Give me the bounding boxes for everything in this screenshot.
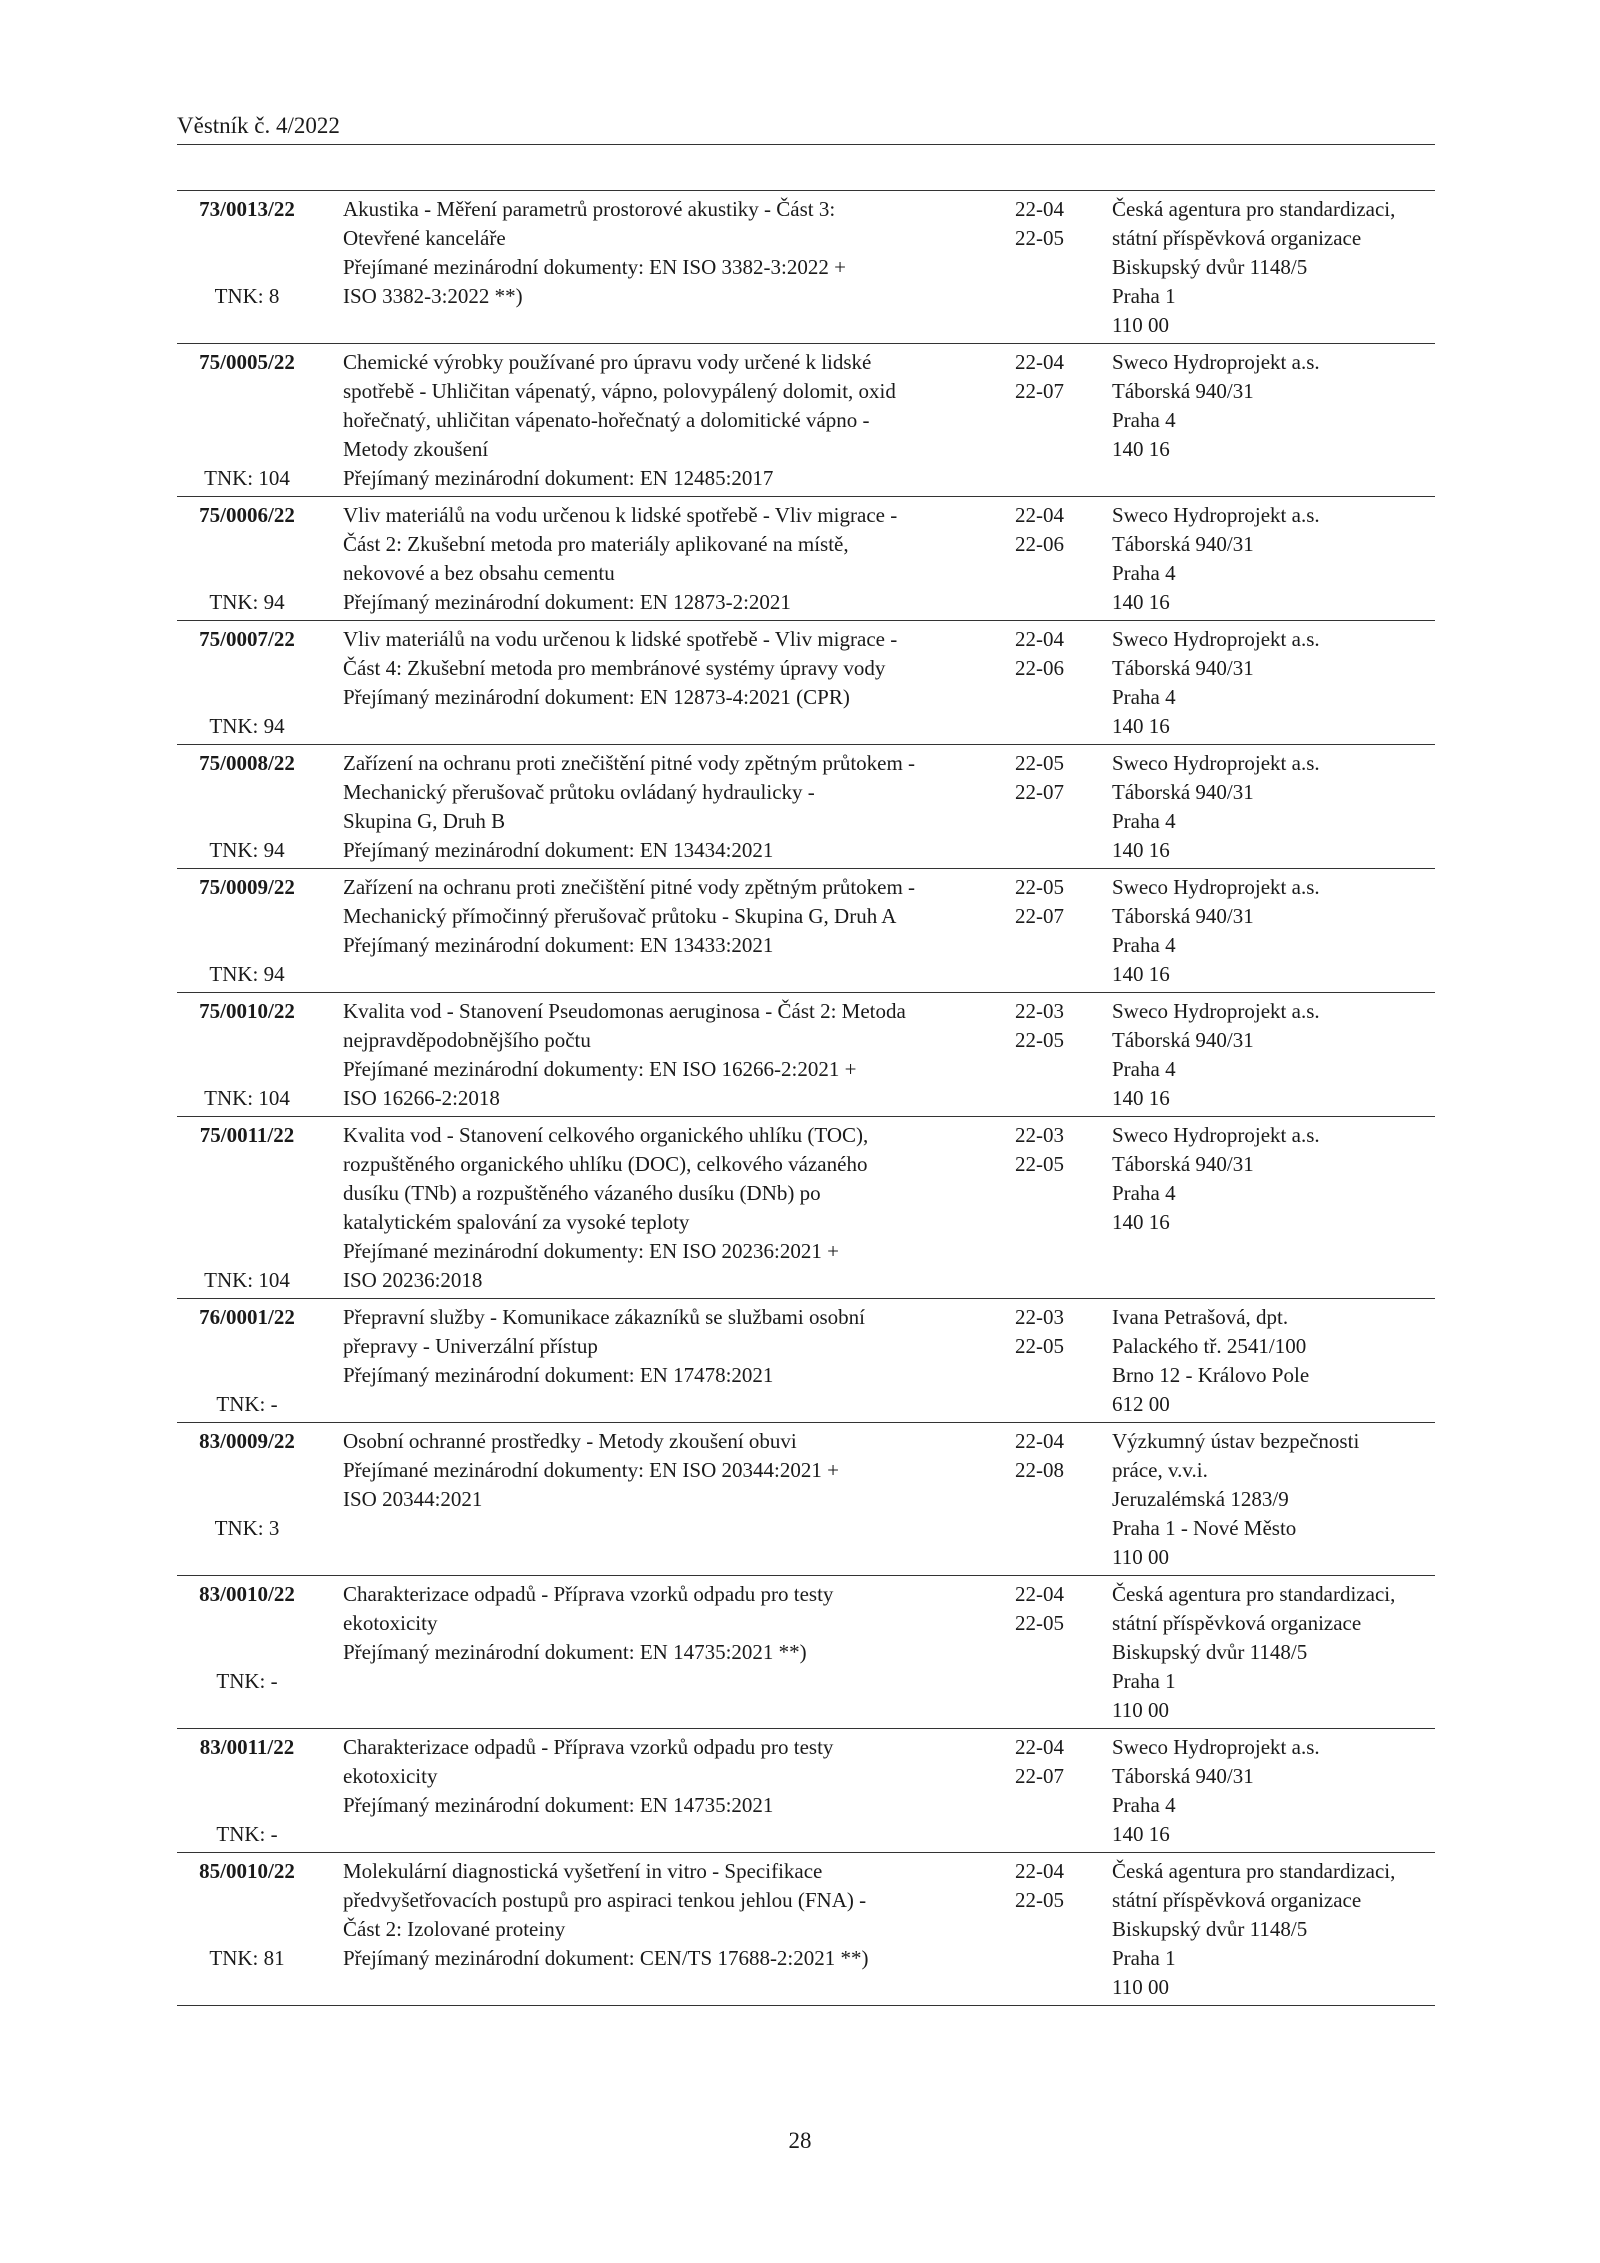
entry-address-cell (1112, 993, 1435, 1117)
entry-tnk: TNK: - (216, 1392, 278, 1416)
entry-address-line: Sweco Hydroprojekt a.s. (1112, 350, 1320, 374)
entry-title-line: dusíku (TNb) a rozpuštěného vázaného dusíku (DNb) po (343, 1181, 821, 1205)
entry-title-line: Přejímané mezinárodní dokumenty: EN ISO 16266-2:2021 + (343, 1057, 857, 1081)
entry-date: 22-04 (1015, 1582, 1064, 1606)
entry-address-line: 140 16 (1112, 962, 1170, 986)
table-row (177, 497, 1435, 621)
entry-title-line: Chemické výrobky používané pro úpravu vody určené k lidské (343, 350, 872, 374)
entry-address-line: Biskupský dvůr 1148/5 (1112, 1640, 1308, 1664)
spacer (177, 1609, 317, 1638)
entry-address-line: Táborská 940/31 (1112, 1028, 1254, 1052)
entry-dates-cell (1015, 1729, 1112, 1853)
entry-id-cell (177, 1117, 317, 1299)
entry-id-cell (177, 1576, 317, 1729)
entry-address-line: Jeruzalémská 1283/9 (1112, 1487, 1289, 1511)
entry-date: 22-05 (1015, 1152, 1064, 1176)
entry-address-cell (1112, 1853, 1435, 2006)
entry-address-line: Česká agentura pro standardizaci, (1112, 1582, 1396, 1606)
entry-tnk: TNK: 104 (204, 466, 290, 490)
table-row (177, 869, 1435, 993)
entry-tnk: TNK: 3 (214, 1516, 280, 1540)
entry-title-line: Molekulární diagnostická vyšetření in vitro - Specifikace (343, 1859, 823, 1883)
entry-address-line: Praha 4 (1112, 1793, 1176, 1817)
entry-title-line: Přejímaný mezinárodní dokument: EN 12873-2:2021 (343, 590, 791, 614)
entry-title-line: ekotoxicity (343, 1611, 438, 1635)
page-header (177, 112, 1435, 145)
spacer (177, 530, 317, 559)
spacer (177, 1237, 317, 1266)
entry-title-line: Přejímaný mezinárodní dokument: EN 14735:2021 (343, 1793, 774, 1817)
entry-tnk: TNK: 104 (204, 1086, 290, 1110)
entry-title-line: rozpuštěného organického uhlíku (DOC), celkového vázaného (343, 1152, 868, 1176)
entry-title-cell (317, 1299, 1015, 1423)
entry-address-cell (1112, 745, 1435, 869)
entry-address-line: 140 16 (1112, 714, 1170, 738)
entry-title-line: Přejímané mezinárodní dokumenty: EN ISO 20344:2021 + (343, 1458, 839, 1482)
entry-dates-cell (1015, 1117, 1112, 1299)
entry-title-line: Metody zkoušení (343, 437, 489, 461)
entry-number: 75/0010/22 (199, 999, 295, 1023)
entry-address-cell (1112, 191, 1435, 344)
spacer (177, 1332, 317, 1361)
entry-date: 22-04 (1015, 627, 1064, 651)
entry-address-line: Sweco Hydroprojekt a.s. (1112, 875, 1320, 899)
entry-dates-cell (1015, 745, 1112, 869)
entry-address-line: Táborská 940/31 (1112, 1764, 1254, 1788)
entry-address-line: Praha 1 (1112, 1946, 1176, 1970)
spacer (177, 435, 317, 464)
entry-address-line: práce, v.v.i. (1112, 1458, 1208, 1482)
entry-title-line: Přejímané mezinárodní dokumenty: EN ISO 20236:2021 + (343, 1239, 839, 1263)
entry-date: 22-05 (1015, 1334, 1064, 1358)
entry-number: 75/0008/22 (199, 751, 295, 775)
entry-id-cell (177, 191, 317, 344)
entry-dates-cell (1015, 869, 1112, 993)
entry-address-cell (1112, 344, 1435, 497)
spacer (177, 902, 317, 931)
entry-address-cell (1112, 1576, 1435, 1729)
entry-date: 22-05 (1015, 875, 1064, 899)
entry-number: 76/0001/22 (199, 1305, 295, 1329)
entry-address-line: Sweco Hydroprojekt a.s. (1112, 999, 1320, 1023)
entry-title-line: Přejímaný mezinárodní dokument: EN 12873-4:2021 (CPR) (343, 685, 850, 709)
entry-address-line: Praha 4 (1112, 1181, 1176, 1205)
entry-number: 75/0006/22 (199, 503, 295, 527)
entry-address-cell (1112, 1299, 1435, 1423)
entry-address-cell (1112, 497, 1435, 621)
entry-id-cell (177, 1299, 317, 1423)
spacer (177, 559, 317, 588)
entry-title-line: Část 2: Zkušební metoda pro materiály aplikované na místě, (343, 532, 849, 556)
entry-address-line: 140 16 (1112, 1822, 1170, 1846)
entry-address-line: Biskupský dvůr 1148/5 (1112, 1917, 1308, 1941)
entry-address-line: státní příspěvková organizace (1112, 1888, 1362, 1912)
entry-address-line: Biskupský dvůr 1148/5 (1112, 255, 1308, 279)
entry-id-cell (177, 869, 317, 993)
entry-title-line: Přepravní služby - Komunikace zákazníků se službami osobní (343, 1305, 865, 1329)
entry-address-line: Praha 4 (1112, 809, 1176, 833)
spacer (177, 1055, 317, 1084)
entry-number: 85/0010/22 (199, 1859, 295, 1883)
entry-id-cell (177, 344, 317, 497)
spacer (177, 1361, 317, 1390)
entry-date: 22-07 (1015, 780, 1064, 804)
entry-title-line: Zařízení na ochranu proti znečištění pitné vody zpětným průtokem - (343, 875, 916, 899)
table-row (177, 191, 1435, 344)
entry-id-cell (177, 993, 317, 1117)
entry-address-line: státní příspěvková organizace (1112, 226, 1362, 250)
entry-tnk: TNK: - (216, 1669, 278, 1693)
entry-address-line: Praha 1 (1112, 1669, 1176, 1693)
table-row (177, 1423, 1435, 1576)
entry-dates-cell (1015, 497, 1112, 621)
entry-title-line: katalytickém spalování za vysoké teploty (343, 1210, 690, 1234)
entry-address-cell (1112, 621, 1435, 745)
entry-dates-cell (1015, 993, 1112, 1117)
entry-title-cell (317, 1423, 1015, 1576)
entry-title-line: Přejímaný mezinárodní dokument: EN 13433:2021 (343, 933, 774, 957)
entry-number: 75/0011/22 (199, 1123, 295, 1147)
table-row (177, 1299, 1435, 1423)
entry-id-cell (177, 745, 317, 869)
entry-date: 22-07 (1015, 379, 1064, 403)
entry-title-line: Charakterizace odpadů - Příprava vzorků odpadu pro testy (343, 1582, 834, 1606)
entry-title-cell (317, 1853, 1015, 2006)
entry-address-line: Výzkumný ústav bezpečnosti (1112, 1429, 1360, 1453)
entry-number: 83/0011/22 (199, 1735, 295, 1759)
spacer (177, 931, 317, 960)
entry-address-line: Praha 4 (1112, 933, 1176, 957)
entry-address-line: 110 00 (1112, 1975, 1169, 1999)
entry-address-line: 612 00 (1112, 1392, 1170, 1416)
spacer (177, 377, 317, 406)
spacer (177, 1791, 317, 1820)
entry-address-line: 110 00 (1112, 1545, 1169, 1569)
entry-address-line: 110 00 (1112, 1698, 1169, 1722)
entry-tnk: TNK: - (216, 1822, 278, 1846)
entry-address-line: 140 16 (1112, 437, 1170, 461)
spacer (177, 1762, 317, 1791)
entry-title-line: Vliv materiálů na vodu určenou k lidské spotřebě - Vliv migrace - (343, 503, 898, 527)
entry-date: 22-03 (1015, 1123, 1064, 1147)
entry-address-cell (1112, 869, 1435, 993)
entry-address-cell (1112, 1423, 1435, 1576)
entry-dates-cell (1015, 1299, 1112, 1423)
entry-date: 22-03 (1015, 1305, 1064, 1329)
entry-address-line: Praha 1 (1112, 284, 1176, 308)
spacer (177, 1179, 317, 1208)
entry-date: 22-05 (1015, 751, 1064, 775)
table-row (177, 344, 1435, 497)
entry-date: 22-08 (1015, 1458, 1064, 1482)
entry-title-line: Část 4: Zkušební metoda pro membránové systémy úpravy vody (343, 656, 886, 680)
entry-title-line: přepravy - Univerzální přístup (343, 1334, 598, 1358)
entry-title-cell (317, 344, 1015, 497)
entry-id-cell (177, 1423, 317, 1576)
entry-number: 75/0005/22 (199, 350, 295, 374)
entry-date: 22-05 (1015, 1028, 1064, 1052)
spacer (177, 1638, 317, 1667)
entry-date: 22-03 (1015, 999, 1064, 1023)
table-row (177, 745, 1435, 869)
spacer (177, 406, 317, 435)
entry-number: 83/0009/22 (199, 1429, 295, 1453)
entry-address-line: 140 16 (1112, 1086, 1170, 1110)
entry-address-line: Ivana Petrašová, dpt. (1112, 1305, 1289, 1329)
entry-title-line: Skupina G, Druh B (343, 809, 506, 833)
entry-address-cell (1112, 1729, 1435, 1853)
entry-number: 73/0013/22 (199, 197, 295, 221)
entry-address-line: Táborská 940/31 (1112, 780, 1254, 804)
spacer (177, 253, 317, 282)
entry-title-cell (317, 745, 1015, 869)
entry-title-cell (317, 621, 1015, 745)
entry-address-line: Táborská 940/31 (1112, 379, 1254, 403)
entry-title-line: hořečnatý, uhličitan vápenato-hořečnatý a dolomitické vápno - (343, 408, 870, 432)
entry-date: 22-06 (1015, 656, 1064, 680)
entry-title-line: Kvalita vod - Stanovení Pseudomonas aeruginosa - Část 2: Metoda (343, 999, 906, 1023)
entry-date: 22-05 (1015, 1611, 1064, 1635)
entry-title-cell (317, 1576, 1015, 1729)
entry-address-line: Sweco Hydroprojekt a.s. (1112, 627, 1320, 651)
entry-title-line: nekovové a bez obsahu cementu (343, 561, 615, 585)
entry-date: 22-07 (1015, 904, 1064, 928)
entry-address-line: Brno 12 - Královo Pole (1112, 1363, 1310, 1387)
entry-title-line: nejpravděpodobnějšího počtu (343, 1028, 591, 1052)
entry-address-line: 140 16 (1112, 1210, 1170, 1234)
entry-title-line: spotřebě - Uhličitan vápenatý, vápno, polovypálený dolomit, oxid (343, 379, 896, 403)
spacer (177, 1150, 317, 1179)
spacer (177, 1208, 317, 1237)
entry-tnk: TNK: 81 (209, 1946, 285, 1970)
entry-id-cell (177, 1853, 317, 2006)
entry-address-line: Praha 4 (1112, 561, 1176, 585)
journal-title: Věstník č. 4/2022 (177, 113, 340, 138)
entry-address-line: Táborská 940/31 (1112, 1152, 1254, 1176)
spacer (177, 1456, 317, 1485)
entry-title-line: Přejímaný mezinárodní dokument: EN 17478:2021 (343, 1363, 774, 1387)
entry-date: 22-07 (1015, 1764, 1064, 1788)
entry-tnk: TNK: 94 (209, 714, 285, 738)
entry-tnk: TNK: 8 (214, 284, 280, 308)
entry-date: 22-04 (1015, 350, 1064, 374)
entry-title-cell (317, 869, 1015, 993)
entry-address-line: Praha 4 (1112, 408, 1176, 432)
entry-id-cell (177, 621, 317, 745)
entry-address-line: 110 00 (1112, 313, 1169, 337)
table-row (177, 1117, 1435, 1299)
entry-title-line: ISO 3382-3:2022 **) (343, 284, 523, 308)
entry-title-cell (317, 497, 1015, 621)
entry-title-cell (317, 1729, 1015, 1853)
entry-dates-cell (1015, 191, 1112, 344)
table-row (177, 621, 1435, 745)
entry-title-line: Charakterizace odpadů - Příprava vzorků odpadu pro testy (343, 1735, 834, 1759)
entry-title-line: Mechanický přerušovač průtoku ovládaný hydraulicky - (343, 780, 815, 804)
entry-address-line: Sweco Hydroprojekt a.s. (1112, 1123, 1320, 1147)
entry-title-line: ISO 16266-2:2018 (343, 1086, 500, 1110)
spacer (177, 1485, 317, 1514)
entry-title-line: Mechanický přímočinný přerušovač průtoku - Skupina G, Druh A (343, 904, 897, 928)
entry-dates-cell (1015, 1423, 1112, 1576)
spacer (177, 1915, 317, 1944)
standards-table-body (177, 191, 1435, 2006)
entry-address-line: Sweco Hydroprojekt a.s. (1112, 751, 1320, 775)
entry-title-line: Kvalita vod - Stanovení celkového organického uhlíku (TOC), (343, 1123, 869, 1147)
entry-title-line: Přejímaný mezinárodní dokument: EN 14735:2021 **) (343, 1640, 807, 1664)
entry-title-line: Přejímané mezinárodní dokumenty: EN ISO 3382-3:2022 + (343, 255, 846, 279)
table-row (177, 1853, 1435, 2006)
entry-address-line: Táborská 940/31 (1112, 656, 1254, 680)
entry-number: 83/0010/22 (199, 1582, 295, 1606)
entry-title-cell (317, 993, 1015, 1117)
entry-title-line: Zařízení na ochranu proti znečištění pitné vody zpětným průtokem - (343, 751, 916, 775)
entry-address-line: Táborská 940/31 (1112, 532, 1254, 556)
spacer (177, 778, 317, 807)
entry-address-line: 140 16 (1112, 838, 1170, 862)
entry-date: 22-05 (1015, 226, 1064, 250)
entry-address-line: Praha 4 (1112, 685, 1176, 709)
entry-address-line: státní příspěvková organizace (1112, 1611, 1362, 1635)
entry-date: 22-04 (1015, 1429, 1064, 1453)
spacer (177, 1026, 317, 1055)
spacer (177, 1886, 317, 1915)
entry-title-line: předvyšetřovacích postupů pro aspiraci tenkou jehlou (FNA) - (343, 1888, 867, 1912)
entry-address-line: Palackého tř. 2541/100 (1112, 1334, 1307, 1358)
entry-tnk: TNK: 94 (209, 962, 285, 986)
entry-title-line: Přejímaný mezinárodní dokument: EN 12485:2017 (343, 466, 774, 490)
entry-date: 22-04 (1015, 197, 1064, 221)
entry-title-line: ISO 20344:2021 (343, 1487, 483, 1511)
entry-address-line: Česká agentura pro standardizaci, (1112, 197, 1396, 221)
entry-address-line: Česká agentura pro standardizaci, (1112, 1859, 1396, 1883)
entry-title-line: ISO 20236:2018 (343, 1268, 483, 1292)
entry-number: 75/0009/22 (199, 875, 295, 899)
entry-id-cell (177, 1729, 317, 1853)
entry-date: 22-04 (1015, 503, 1064, 527)
entry-tnk: TNK: 94 (209, 838, 285, 862)
entry-title-line: Přejímaný mezinárodní dokument: EN 13434:2021 (343, 838, 774, 862)
entry-title-line: Osobní ochranné prostředky - Metody zkoušení obuvi (343, 1429, 797, 1453)
entry-dates-cell (1015, 621, 1112, 745)
entry-dates-cell (1015, 1576, 1112, 1729)
table-row (177, 993, 1435, 1117)
page-number: 28 (788, 2128, 812, 2153)
table-row (177, 1576, 1435, 1729)
entry-title-cell (317, 191, 1015, 344)
standards-table (177, 190, 1435, 2006)
entry-title-line: Vliv materiálů na vodu určenou k lidské spotřebě - Vliv migrace - (343, 627, 898, 651)
spacer (177, 807, 317, 836)
entry-date: 22-04 (1015, 1859, 1064, 1883)
entry-address-line: Praha 4 (1112, 1057, 1176, 1081)
spacer (177, 683, 317, 712)
entry-title-line: Přejímaný mezinárodní dokument: CEN/TS 17688-2:2021 **) (343, 1946, 869, 1970)
entry-tnk: TNK: 94 (209, 590, 285, 614)
entry-address-line: Táborská 940/31 (1112, 904, 1254, 928)
entry-title-line: Otevřené kanceláře (343, 226, 506, 250)
entry-address-line: 140 16 (1112, 590, 1170, 614)
entry-number: 75/0007/22 (199, 627, 295, 651)
entry-address-line: Sweco Hydroprojekt a.s. (1112, 1735, 1320, 1759)
entry-id-cell (177, 497, 317, 621)
entry-dates-cell (1015, 344, 1112, 497)
entry-dates-cell (1015, 1853, 1112, 2006)
entry-title-line: Akustika - Měření parametrů prostorové akustiky - Část 3: (343, 197, 836, 221)
entry-title-cell (317, 1117, 1015, 1299)
entry-tnk: TNK: 104 (204, 1268, 290, 1292)
entry-date: 22-05 (1015, 1888, 1064, 1912)
entry-date: 22-06 (1015, 532, 1064, 556)
table-row (177, 1729, 1435, 1853)
entry-title-line: ekotoxicity (343, 1764, 438, 1788)
spacer (177, 654, 317, 683)
entry-date: 22-04 (1015, 1735, 1064, 1759)
spacer (177, 224, 317, 253)
entry-address-cell (1112, 1117, 1435, 1299)
entry-address-line: Praha 1 - Nové Město (1112, 1516, 1297, 1540)
entry-address-line: Sweco Hydroprojekt a.s. (1112, 503, 1320, 527)
entry-title-line: Část 2: Izolované proteiny (343, 1917, 566, 1941)
